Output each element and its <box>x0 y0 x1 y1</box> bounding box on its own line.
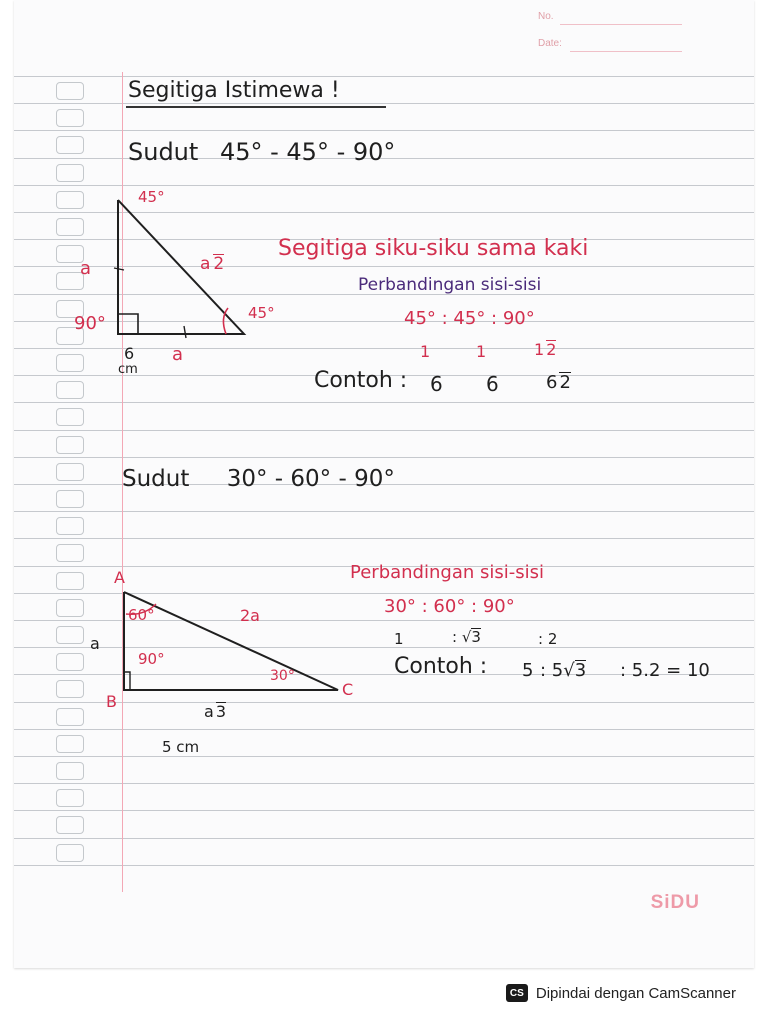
ratio-label-2: Perbandingan sisi-sisi <box>350 562 544 583</box>
example-label: Contoh : <box>314 368 408 393</box>
example-side-unit: cm <box>118 362 138 377</box>
scanner-footer <box>506 984 736 1002</box>
example-side-number: 6 <box>124 344 135 363</box>
ratio2-value-2-root: 3 <box>471 628 481 646</box>
example2-value-2-root: 3 <box>574 660 587 681</box>
angle-a-label: 60° <box>128 606 155 624</box>
angle-c-label: 30° <box>270 668 295 684</box>
side-bc-root: 3 <box>215 702 226 721</box>
ratio-label: Perbandingan sisi-sisi <box>358 275 542 295</box>
triangle-30-sides <box>124 592 338 690</box>
angle-bottom-right-label: 45° <box>248 304 275 322</box>
example2-value-2: : 5√3 <box>540 660 587 681</box>
side-bc-label <box>204 702 226 721</box>
notebook-page <box>14 0 754 968</box>
side-bottom-label: a <box>172 344 184 365</box>
section2-heading-angles: 30° - 60° - 90° <box>226 466 395 492</box>
ratio-value-3-prefix: 1 <box>534 340 545 359</box>
ratio-value-1: 1 <box>420 342 431 361</box>
example2-value-1: 5 <box>522 660 534 681</box>
example2-value-2-prefix: 5 <box>551 660 564 681</box>
example-label-2: Contoh : <box>394 654 488 679</box>
section1-heading-angles: 45° - 45° - 90° <box>219 138 396 166</box>
example-note: 5 cm <box>162 738 200 756</box>
header-date-label: Date: <box>538 38 562 49</box>
example2-value-3-text: 5.2 = 10 <box>631 660 710 681</box>
side-left-label: a <box>80 258 92 279</box>
ratio-angles: 45° : 45° : 90° <box>404 308 535 329</box>
section2-heading-prefix: Sudut <box>122 466 190 492</box>
angle-right-label: 90° <box>74 313 106 334</box>
camscanner-icon: CS <box>506 984 528 1002</box>
ratio2-value-2: : √3 <box>452 628 481 646</box>
example-value-1: 6 <box>430 372 443 396</box>
hypotenuse-prefix: a <box>200 254 211 274</box>
angle-top-label: 45° <box>138 188 165 206</box>
page-title: Segitiga Istimewa ! <box>128 78 340 103</box>
footer-text: Dipindai dengan CamScanner <box>535 984 736 1002</box>
ratio-value-3-root: 2 <box>546 340 557 359</box>
ratio2-value-3-text: 2 <box>547 630 558 648</box>
side-bc-prefix: a <box>204 702 214 721</box>
example-value-3-root: 2 <box>559 372 571 393</box>
vertex-c: C <box>342 680 354 699</box>
section1-heading-prefix: Sudut <box>128 138 199 166</box>
brand-logo: SiDU <box>650 892 700 913</box>
hypotenuse-root: 2 <box>213 254 225 274</box>
vertex-b: B <box>106 692 117 711</box>
example-value-2: 6 <box>486 372 499 396</box>
ratio-value-2: 1 <box>476 342 487 361</box>
header-no-label: No. <box>538 11 554 22</box>
ratio2-value-1: 1 <box>394 630 404 648</box>
side-ac-label: 2a <box>240 606 260 625</box>
angle-b-label: 90° <box>138 650 165 668</box>
ratio2-value-3: : 2 <box>538 630 558 648</box>
triangle-30-60-90 <box>14 0 754 968</box>
example-value-3-prefix: 6 <box>546 372 558 393</box>
side-ab-label: a <box>90 634 100 653</box>
example2-value-3: : 5.2 = 10 <box>620 660 710 681</box>
ratio-angles-2: 30° : 60° : 90° <box>384 596 515 617</box>
red-title: Segitiga siku-siku sama kaki <box>278 236 589 261</box>
vertex-a: A <box>114 568 125 587</box>
